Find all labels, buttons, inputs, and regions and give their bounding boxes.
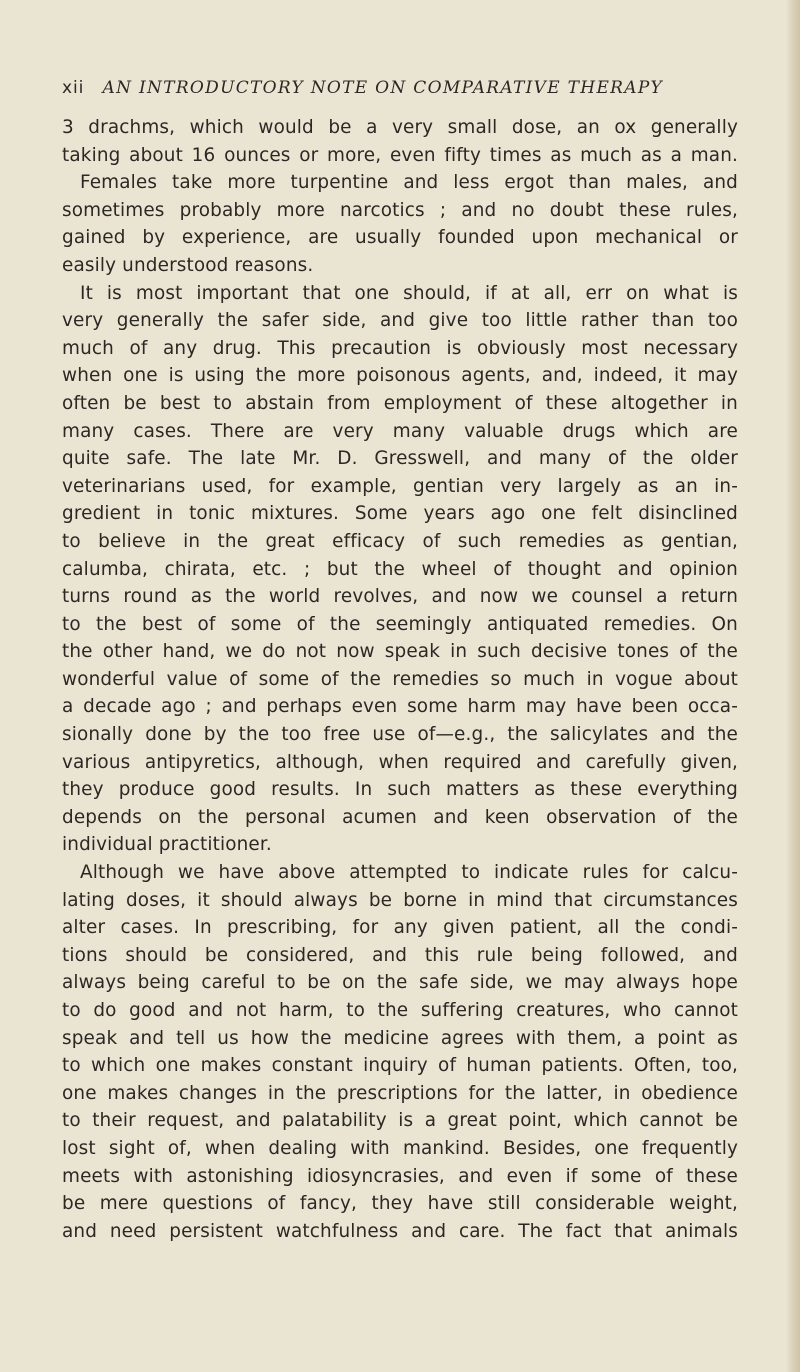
text-line: to believe in the great efficacy of such remedies as gentian, — [62, 530, 738, 552]
text-line: veterinarians used, for example, gentian very largely as an in- — [62, 475, 738, 497]
text-line: various antipyretics, although, when required and carefully given, — [62, 751, 738, 773]
text-line: many cases. There are very many valuable drugs which are — [62, 420, 738, 442]
text-line: taking about 16 ounces or more, even fifty times as much as a man. — [62, 144, 738, 166]
text-line: sometimes probably more narcotics ; and no doubt these rules, — [62, 199, 738, 221]
page-edge-shadow — [786, 0, 800, 1372]
text-line: a decade ago ; and perhaps even some harm may have been occa- — [62, 696, 738, 718]
text-line: depends on the personal acumen and keen observation of the — [62, 806, 738, 828]
text-line: quite safe. The late Mr. D. Gresswell, and many of the older — [62, 448, 738, 470]
text-line: very generally the safer side, and give too little rather than too — [62, 310, 738, 332]
text-line: often be best to abstain from employment of these altogether in — [62, 392, 738, 414]
text-line: to which one makes constant inquiry of human patients. Often, too, — [62, 1055, 738, 1077]
text-line: gained by experience, are usually founded upon mechanical or — [62, 227, 738, 249]
text-line: individual practitioner. — [62, 834, 272, 856]
text-line: alter cases. In prescribing, for any given patient, all the condi- — [62, 917, 738, 939]
text-line: and need persistent watchfulness and care. The fact that animals — [62, 1220, 738, 1242]
text-line: It is most important that one should, if at all, err on what is — [80, 282, 738, 304]
text-line: be mere questions of fancy, they have still considerable weight, — [62, 1193, 738, 1215]
text-line: turns round as the world revolves, and now we counsel a return — [62, 586, 738, 608]
text-line: to do good and not harm, to the suffering creatures, who cannot — [62, 1000, 738, 1021]
body-text — [62, 114, 738, 1245]
page-number: xii — [62, 78, 85, 98]
text-line: the other hand, we do not now speak in such decisive tones of the — [62, 641, 738, 663]
text-line: easily understood reasons. — [62, 254, 314, 276]
text-line: Females take more turpentine and less ergot than males, and — [80, 172, 738, 194]
text-line: wonderful value of some of the remedies so much in vogue about — [62, 668, 738, 690]
text-line: sionally done by the too free use of—e.g., the salicylates and the — [62, 724, 738, 746]
text-line: when one is using the more poisonous agents, and, indeed, it may — [62, 365, 738, 387]
text-line: meets with astonishing idiosyncrasies, and even if some of these — [62, 1165, 738, 1187]
text-line: gredient in tonic mixtures. Some years ago one felt disinclined — [62, 503, 738, 525]
text-line: calumba, chirata, etc. ; but the wheel of thought and opinion — [62, 558, 738, 580]
running-title: AN INTRODUCTORY NOTE ON COMPARATIVE THERAPY — [102, 78, 664, 98]
text-line: lost sight of, when dealing with mankind. Besides, one frequently — [62, 1137, 738, 1159]
text-line: to the best of some of the seemingly antiquated remedies. On — [62, 613, 738, 635]
text-line: always being careful to be on the safe side, we may always hope — [62, 972, 738, 994]
text-line: lating doses, it should always be borne in mind that circumstances — [62, 889, 738, 911]
text-line: much of any drug. This precaution is obviously most necessary — [62, 337, 738, 359]
running-header — [62, 78, 722, 98]
text-line: to their request, and palatability is a great point, which cannot be — [62, 1110, 738, 1132]
text-line: they produce good results. In such matters as these everything — [62, 779, 738, 801]
text-line: Although we have above attempted to indicate rules for calcu- — [80, 862, 738, 884]
text-line: speak and tell us how the medicine agrees with them, a point as — [62, 1027, 738, 1049]
text-line: tions should be considered, and this rule being followed, and — [62, 944, 738, 966]
text-line: one makes changes in the prescriptions for the latter, in obedience — [62, 1082, 738, 1104]
text-line: 3 drachms, which would be a very small dose, an ox generally — [62, 117, 738, 138]
